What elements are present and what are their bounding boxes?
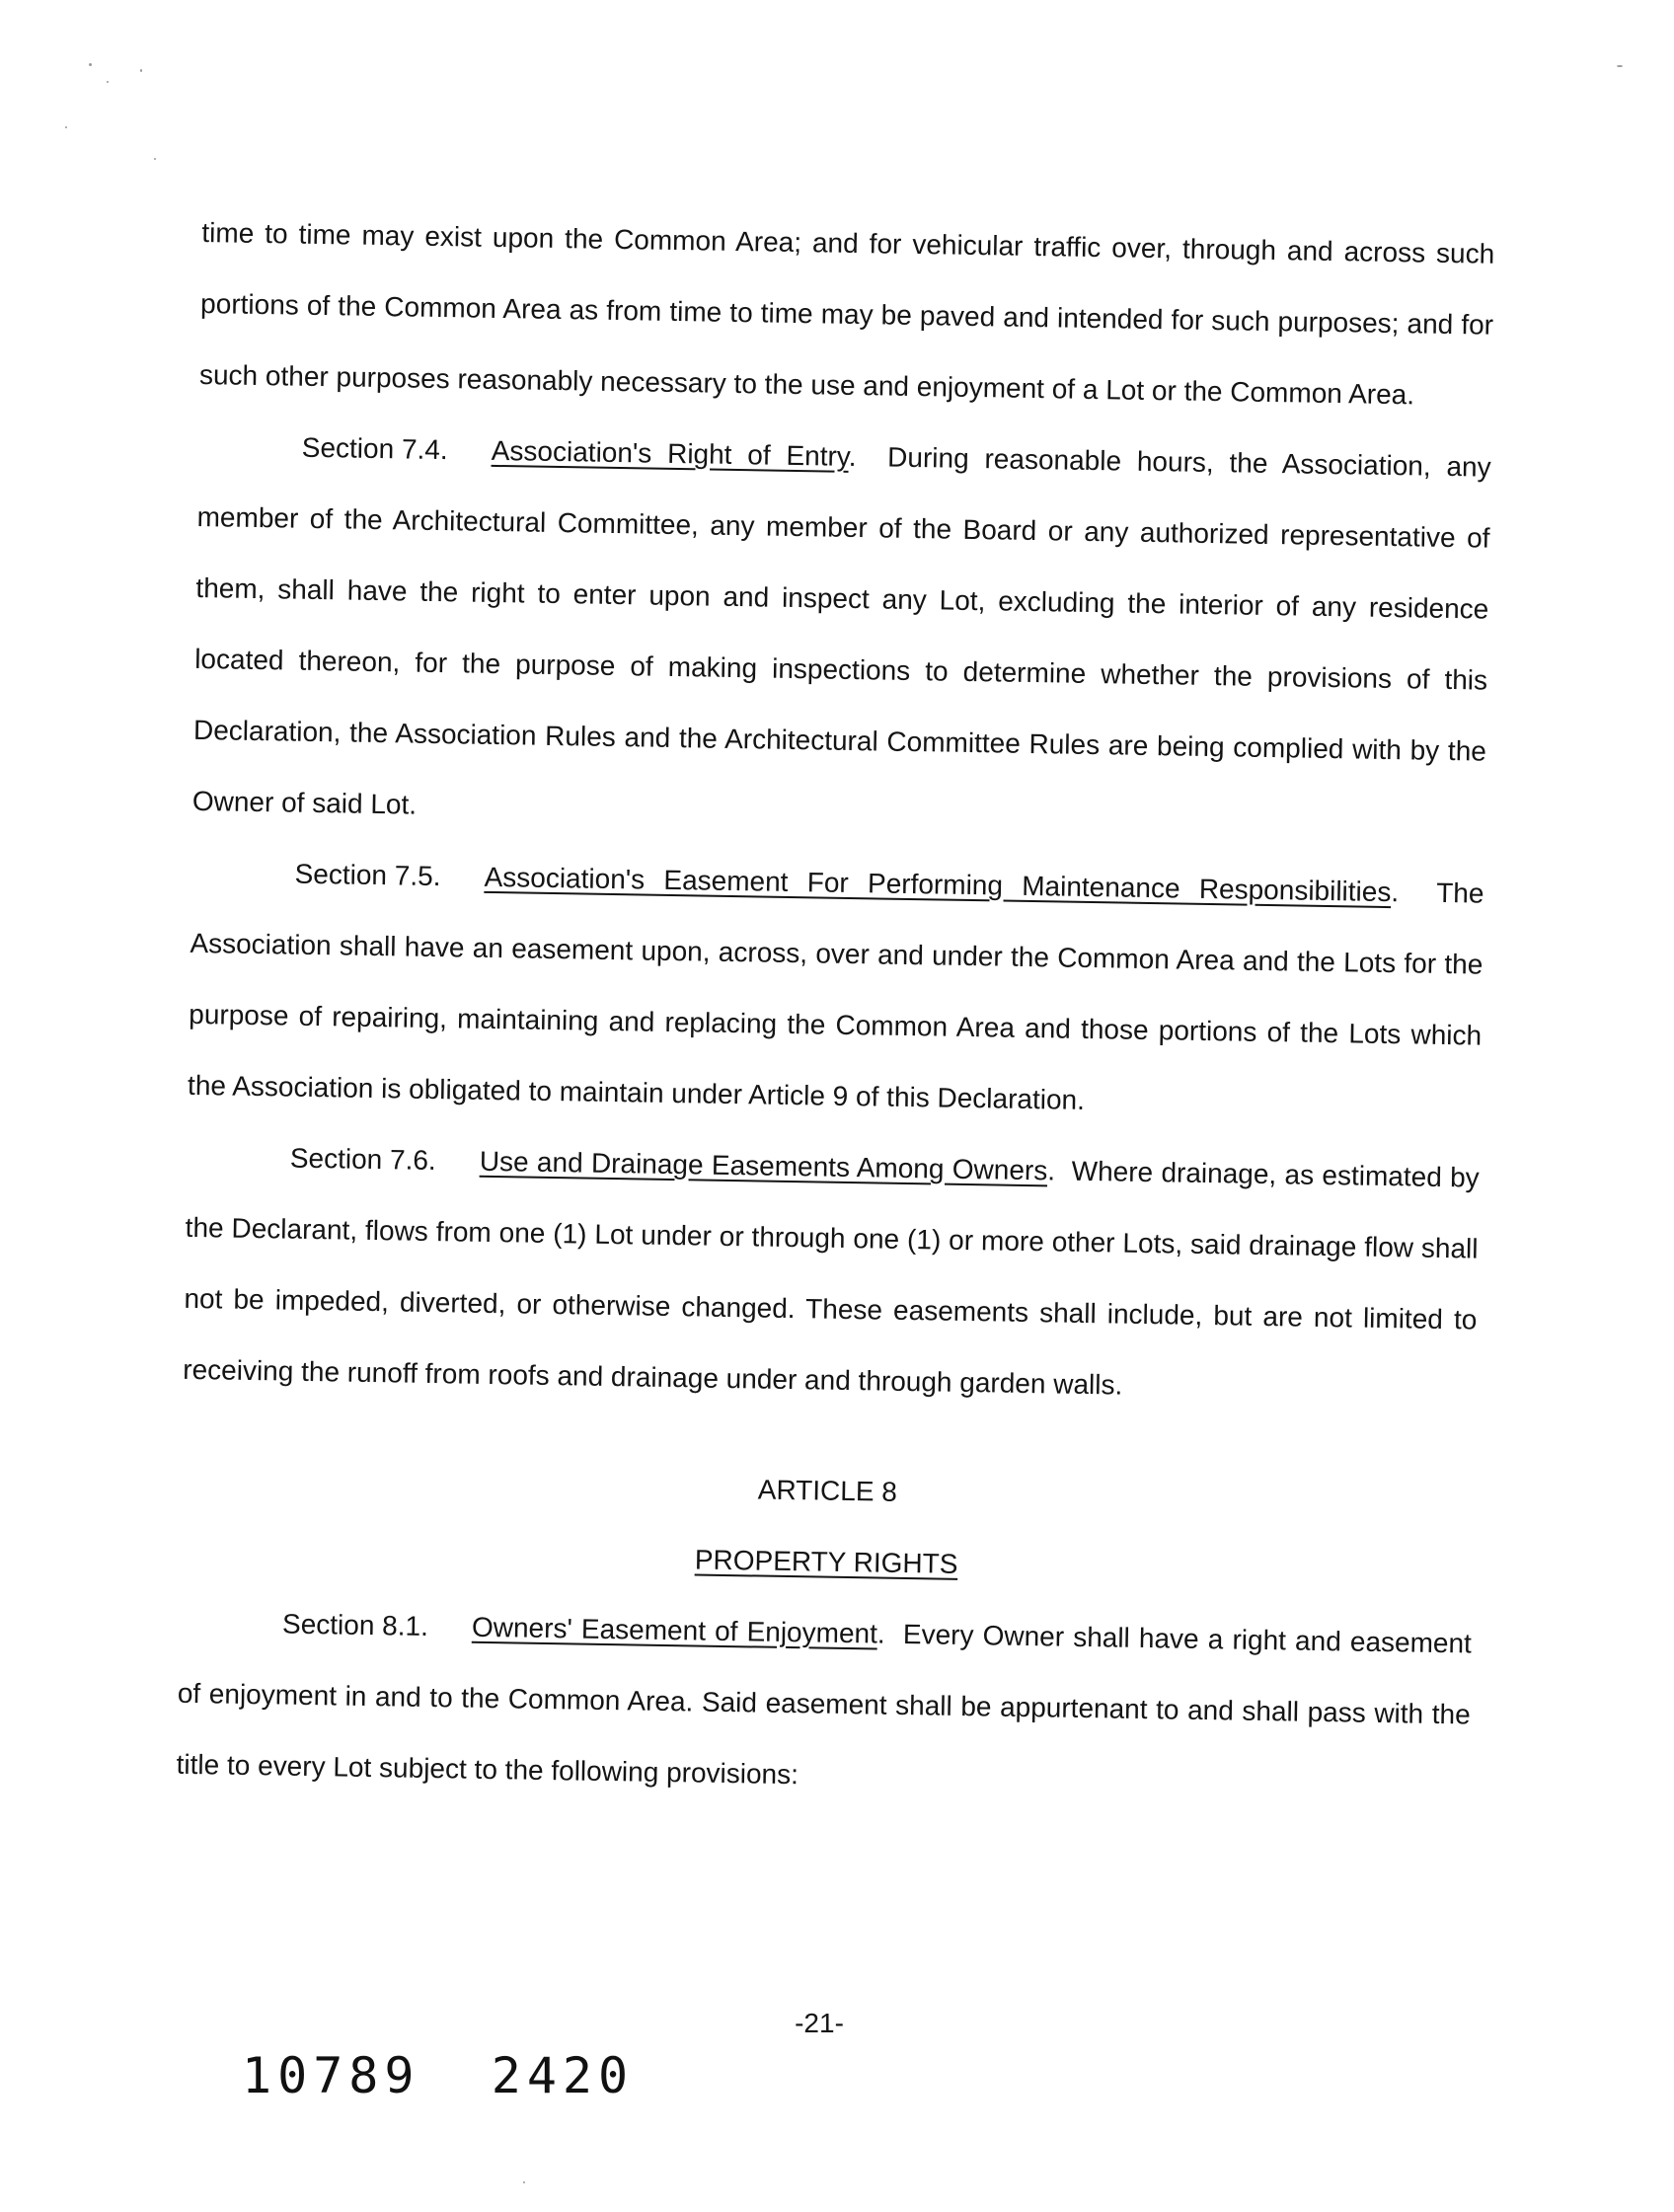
section-text: Where drainage, as estimated by the Declarant, flows from one (1) Lot under or through one (1) or more other Lots, said drainage flow shall not be impeded, diverted, or otherwise changed. These easements shall include, but are not limited to receiving the runoff from roofs and drainage under and through garden walls. [183, 1155, 1480, 1401]
scan-speck [523, 2181, 525, 2183]
scan-speck [107, 81, 109, 83]
section-title: Owners' Easement of Enjoyment [471, 1611, 878, 1649]
section-title: Association's Easement For Performing Maintenance Responsibilities [484, 861, 1392, 908]
section-text: Every Owner shall have a right and easement of enjoyment in and to the Common Area. Said easement shall be appurtenant to and shall pass with the title to every Lot subject to the following provisions: [176, 1618, 1473, 1791]
document-body [176, 197, 1495, 1821]
section-number: Section 8.1. [281, 1608, 429, 1641]
section-7-6: Section 7.6. Use and Drainage Easements Among Owners. Where drainage, as estimated by the Declarant, flows from one (1) Lot under or through one (1) or more other Lots, said drainage flow shall not be impeded, diverted, or otherwise changed. These easements shall include, but are not limited to receiving the runoff from roofs and drainage under and through garden walls. [183, 1121, 1481, 1427]
section-number: Section 7.5. [294, 858, 441, 892]
section-7-4: Section 7.4. Association's Right of Entry. During reasonable hours, the Association, any member of the Architectural Committee, any member of the Board or any authorized representative of them, shall have the right to enter upon and inspect any Lot, excluding the interior of any residence located thereon, for the purpose of making inspections to determine whether the provisions of this Declaration, the Association Rules and the Architectural Committee Rules are being complied with by the Owner of said Lot. [191, 411, 1491, 859]
article-title-text: PROPERTY RIGHTS [694, 1544, 958, 1579]
scan-speck [65, 126, 67, 128]
section-text: The Association shall have an easement upon, across, over and under the Common Area and the Lots for the purpose of repairing, maintaining and replacing the Common Area and those portions of the Lots which the Association is obligated to maintain under Article 9 of this Declaration. [187, 877, 1484, 1115]
section-text: During reasonable hours, the Association, any member of the Architectural Committee, any member of the Board or any authorized representative of them, shall have the right to enter upon and inspect any Lot, excluding the interior of any residence located thereon, for the purpose of making inspections to determine whether the provisions of this Declaration, the Association Rules and the Architectural Committee Rules are being complied with by the Owner of said Lot. [191, 441, 1491, 820]
section-8-1: Section 8.1. Owners' Easement of Enjoyment. Every Owner shall have a right and easement of enjoyment in and to the Common Area. Said easement shall be appurtenant to and shall pass with the title to every Lot subject to the following provisions: [176, 1587, 1472, 1822]
section-number: Section 7.4. [301, 431, 448, 466]
article-heading: ARTICLE 8 [757, 1474, 898, 1507]
scan-speck [140, 69, 142, 72]
section-title: Use and Drainage Easements Among Owners [479, 1145, 1048, 1186]
section-7-5: Section 7.5. Association's Easement For Performing Maintenance Responsibilities. The Association shall have an easement upon, across, over and under the Common Area and the Lots for the purpose of repairing, maintaining and replacing the Common Area and those portions of the Lots which the Association is obligated to maintain under Article 9 of this Declaration. [187, 837, 1484, 1143]
section-title: Association's Right of Entry [491, 434, 850, 472]
page-number: -21- [795, 2008, 844, 2038]
intro-paragraph: time to time may exist upon the Common Area; and for vehicular traffic over, through and across such portions of the Common Area as from time to time may be paved and intended for such purposes; and for such other purposes reasonably necessary to the use and enjoyment of a Lot or the Common Area. [198, 216, 1495, 411]
recording-stamp: 10789 2420 [242, 2047, 635, 2104]
scan-speck [1617, 65, 1623, 67]
section-number: Section 7.6. [289, 1142, 436, 1177]
scan-speck [154, 158, 156, 160]
scan-speck [89, 63, 92, 66]
